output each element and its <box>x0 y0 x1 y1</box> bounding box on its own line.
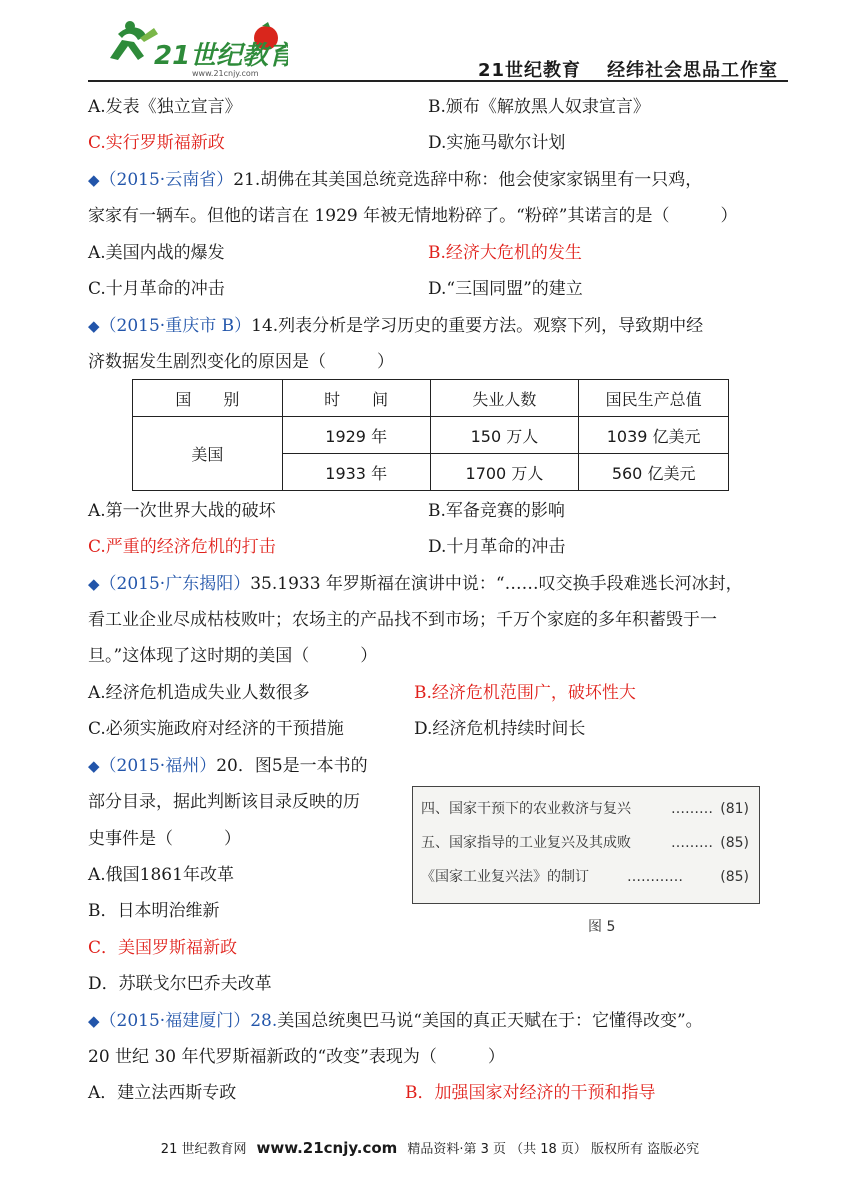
q3-option-c: C.必须实施政府对经济的干预措施 <box>88 719 344 739</box>
q4-option-a: A.俄国1861年改革 <box>88 865 234 885</box>
header-title <box>478 56 778 82</box>
q2-stem-line2: 济数据发生剧烈变化的原因是（ ） <box>88 352 394 372</box>
q2-option-b: B.军备竞赛的影响 <box>428 501 565 521</box>
q1-stem1: 21.胡佛在其美国总统竞选辞中称：他会使家家锅里有一只鸡， <box>233 170 703 190</box>
q2-option-d: D.十月革命的冲击 <box>428 537 566 557</box>
diamond-icon: ◆ <box>88 1012 100 1030</box>
q3-option-a: A.经济危机造成失业人数很多 <box>88 683 310 703</box>
table-cell: 1933 年 <box>282 454 430 491</box>
table-cell: 1039 亿美元 <box>579 417 729 454</box>
table-header-cell: 时 间 <box>282 380 430 417</box>
q4-stem-line2: 部分目录，据此判断该目录反映的历 <box>88 792 360 812</box>
table-row <box>133 417 729 454</box>
header-org: 21世纪教育 <box>478 60 582 81</box>
q0-option-d: D.实施马歇尔计划 <box>428 133 566 153</box>
table-cell-country: 美国 <box>133 417 283 491</box>
toc-page: (81) <box>720 801 749 817</box>
q0-option-c: C.实行罗斯福新政 <box>88 133 225 153</box>
diamond-icon: ◆ <box>88 757 100 775</box>
header-studio: 经纬社会思品工作室 <box>607 60 779 81</box>
q4-stem-line3: 史事件是（ ） <box>88 829 241 849</box>
q5-stem-line1 <box>88 1010 703 1032</box>
q3-source: （2015·广东揭阳） <box>99 574 251 594</box>
footer-left: 21 世纪教育网 <box>160 1142 247 1157</box>
toc-title: 四、国家干预下的农业救济与复兴 <box>421 801 631 817</box>
table-cell: 560 亿美元 <box>579 454 729 491</box>
q0-option-b: B.颁布《解放黑人奴隶宣言》 <box>428 97 650 117</box>
toc-title: 五、国家指导的工业复兴及其成败 <box>421 835 631 851</box>
diamond-icon: ◆ <box>88 171 100 189</box>
q1-option-d: D.“三国同盟”的建立 <box>428 279 583 299</box>
q5-stem1: 美国总统奥巴马说“美国的真正天赋在于：它懂得改变”。 <box>277 1011 703 1031</box>
q4-stem-line1 <box>88 755 368 777</box>
q3-option-d: D.经济危机持续时间长 <box>414 719 586 739</box>
q5-option-a: A．建立法西斯专政 <box>88 1083 237 1103</box>
q1-stem-line1 <box>88 169 702 191</box>
table-header-cell: 国 别 <box>133 380 283 417</box>
q2-stem1: 14.列表分析是学习历史的重要方法。观察下列，导致期中经 <box>251 316 704 336</box>
q1-source: （2015·云南省） <box>99 170 234 190</box>
q4-option-b: B．日本明治维新 <box>88 901 220 921</box>
q3-stem1: 35.1933 年罗斯福在演讲中说：“……叹交换手段难逃长河冰封， <box>250 574 743 594</box>
table-header-cell: 失业人数 <box>430 380 579 417</box>
q2-option-a: A.第一次世界大战的破坏 <box>88 501 276 521</box>
q3-option-b: B.经济危机范围广，破坏性大 <box>414 683 636 703</box>
diamond-icon: ◆ <box>88 575 100 593</box>
figure-caption: 图 5 <box>588 919 616 935</box>
book-contents-figure <box>412 786 760 904</box>
q5-number: 28. <box>250 1011 278 1031</box>
toc-page: (85) <box>720 835 749 851</box>
toc-item <box>421 799 749 819</box>
table-cell: 1700 万人 <box>430 454 579 491</box>
q2-source: （2015·重庆市 B） <box>99 316 252 336</box>
q2-stem-line1 <box>88 315 703 337</box>
q5-stem-line2: 20 世纪 30 年代罗斯福新政的“改变”表现为（ ） <box>88 1047 505 1067</box>
q1-stem-line2: 家家有一辆车。但他的诺言在 1929 年被无情地粉碎了。“粉碎”其诺言的是（ ） <box>88 206 738 226</box>
q2-option-c: C.严重的经济危机的打击 <box>88 537 276 557</box>
q4-source: （2015·福州） <box>99 756 217 776</box>
footer-right: 精品资料·第 3 页 （共 18 页） 版权所有 盗版必究 <box>407 1142 700 1157</box>
q5-source: （2015·福建厦门） <box>99 1011 251 1031</box>
toc-item <box>421 833 749 853</box>
table-cell: 1929 年 <box>282 417 430 454</box>
q1-option-b: B.经济大危机的发生 <box>428 243 582 263</box>
diamond-icon: ◆ <box>88 317 100 335</box>
toc-dots: ……… <box>671 801 713 817</box>
page-footer <box>0 1138 860 1157</box>
table-header-cell: 国民生产总值 <box>579 380 729 417</box>
header-divider <box>88 80 788 82</box>
q1-option-c: C.十月革命的冲击 <box>88 279 225 299</box>
q5-option-b: B．加强国家对经济的干预和指导 <box>405 1083 656 1103</box>
toc-dots: ………… <box>627 869 683 885</box>
data-table <box>132 379 729 491</box>
toc-page: (85) <box>720 869 749 885</box>
q3-stem-line3: 旦。”这体现了这时期的美国（ ） <box>88 646 378 666</box>
logo-url: www.21cnjy.com <box>192 69 259 78</box>
q1-option-a: A.美国内战的爆发 <box>88 243 225 263</box>
q3-stem-line2: 看工业企业尽成枯枝败叶；农场主的产品找不到市场；千万个家庭的多年积蓄毁于一 <box>88 610 717 630</box>
toc-item <box>421 867 749 887</box>
q4-stem1: 20．图5是一本书的 <box>216 756 368 776</box>
toc-title: 《国家工业复兴法》的制订 <box>421 869 589 885</box>
q0-option-a: A.发表《独立宣言》 <box>88 97 242 117</box>
footer-site-link[interactable]: www.21cnjy.com <box>256 1139 398 1157</box>
q4-option-d: D．苏联戈尔巴乔夫改革 <box>88 974 272 994</box>
toc-dots: ……… <box>671 835 713 851</box>
table-header-row <box>133 380 729 417</box>
logo-text: 21世纪教育 <box>154 41 288 71</box>
q4-option-c: C．美国罗斯福新政 <box>88 938 238 958</box>
logo-graphic <box>88 14 288 80</box>
q3-stem-line1 <box>88 573 743 595</box>
logo <box>88 14 288 80</box>
table-cell: 150 万人 <box>430 417 579 454</box>
